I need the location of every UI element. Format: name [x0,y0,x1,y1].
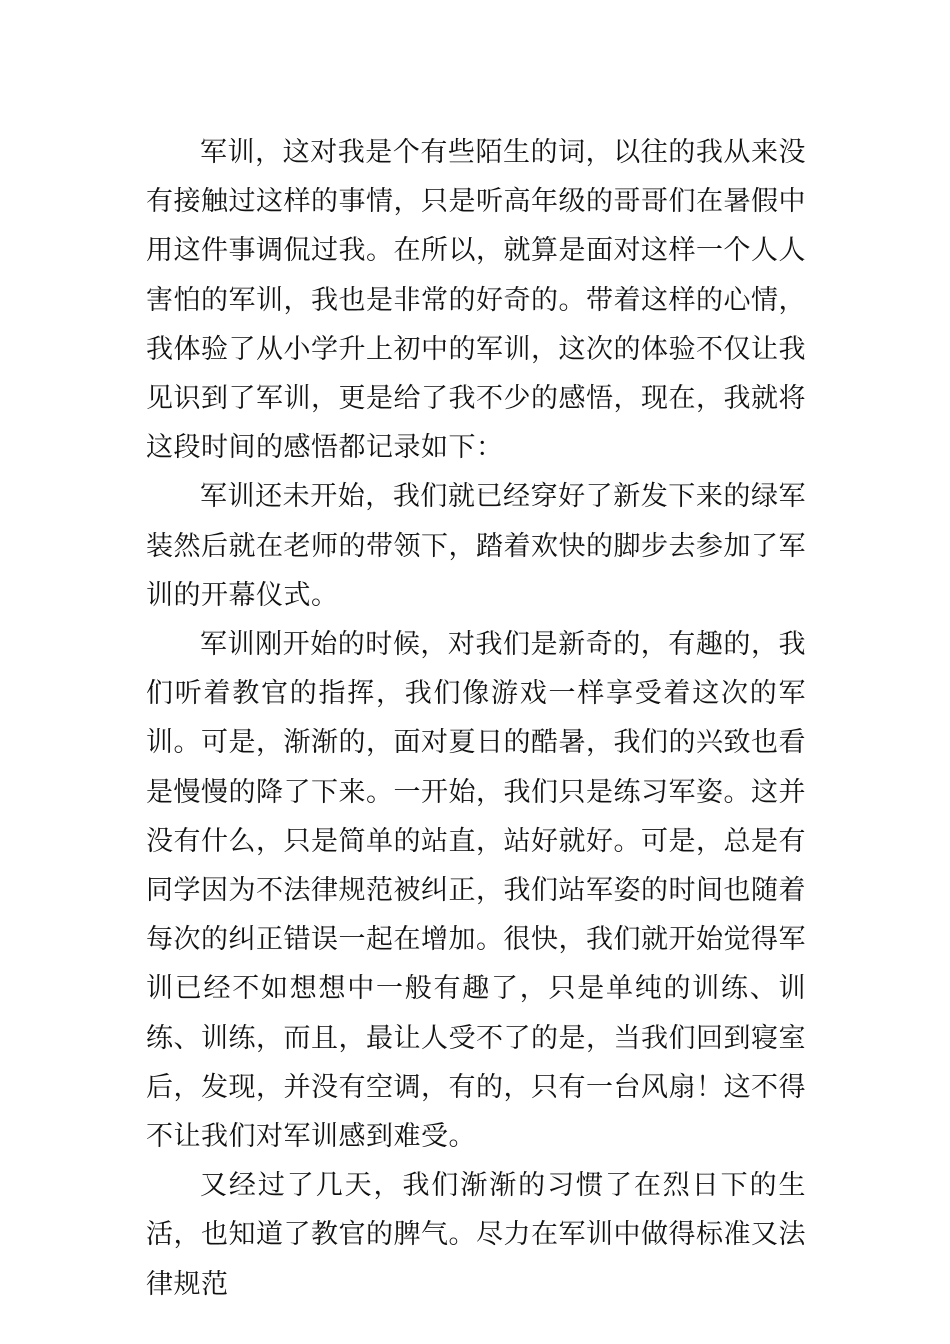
paragraph-4: 又经过了几天，我们渐渐的习惯了在烈日下的生活，也知道了教官的脾气。尽力在军训中做得标准又法律规范 [146,1170,806,1300]
paragraph-1: 军训，这对我是个有些陌生的词，以往的我从来没有接触过这样的事情，只是听高年级的哥哥们在暑假中用这件事调侃过我。在所以，就算是面对这样一个人人害怕的军训，我也是非常的好奇的。带着这样的心情，我体验了从小学升上初中的军训，这次的体验不仅让我见识到了军训，更是给了我不少的感悟，现在，我就将这段时间的感悟都记录如下： [146,137,806,464]
paragraph-3: 军训刚开始的时候，对我们是新奇的，有趣的，我们听着教官的指挥，我们像游戏一样享受着这次的军训。可是，渐渐的，面对夏日的酷暑，我们的兴致也看是慢慢的降了下来。一开始，我们只是练习军姿。这并没有什么，只是简单的站直，站好就好。可是，总是有同学因为不法律规范被纠正，我们站军姿的时间也随着每次的纠正错误一起在增加。很快，我们就开始觉得军训已经不如想想中一般有趣了，只是单纯的训练、训练、训练，而且，最让人受不了的是，当我们回到寝室后，发现，并没有空调，有的，只有一台风扇！这不得不让我们对军训感到难受。 [146,629,806,1153]
document-body [146,128,806,1309]
paragraph-2: 军训还未开始，我们就已经穿好了新发下来的绿军装然后就在老师的带领下，踏着欢快的脚步去参加了军训的开幕仪式。 [146,481,806,611]
